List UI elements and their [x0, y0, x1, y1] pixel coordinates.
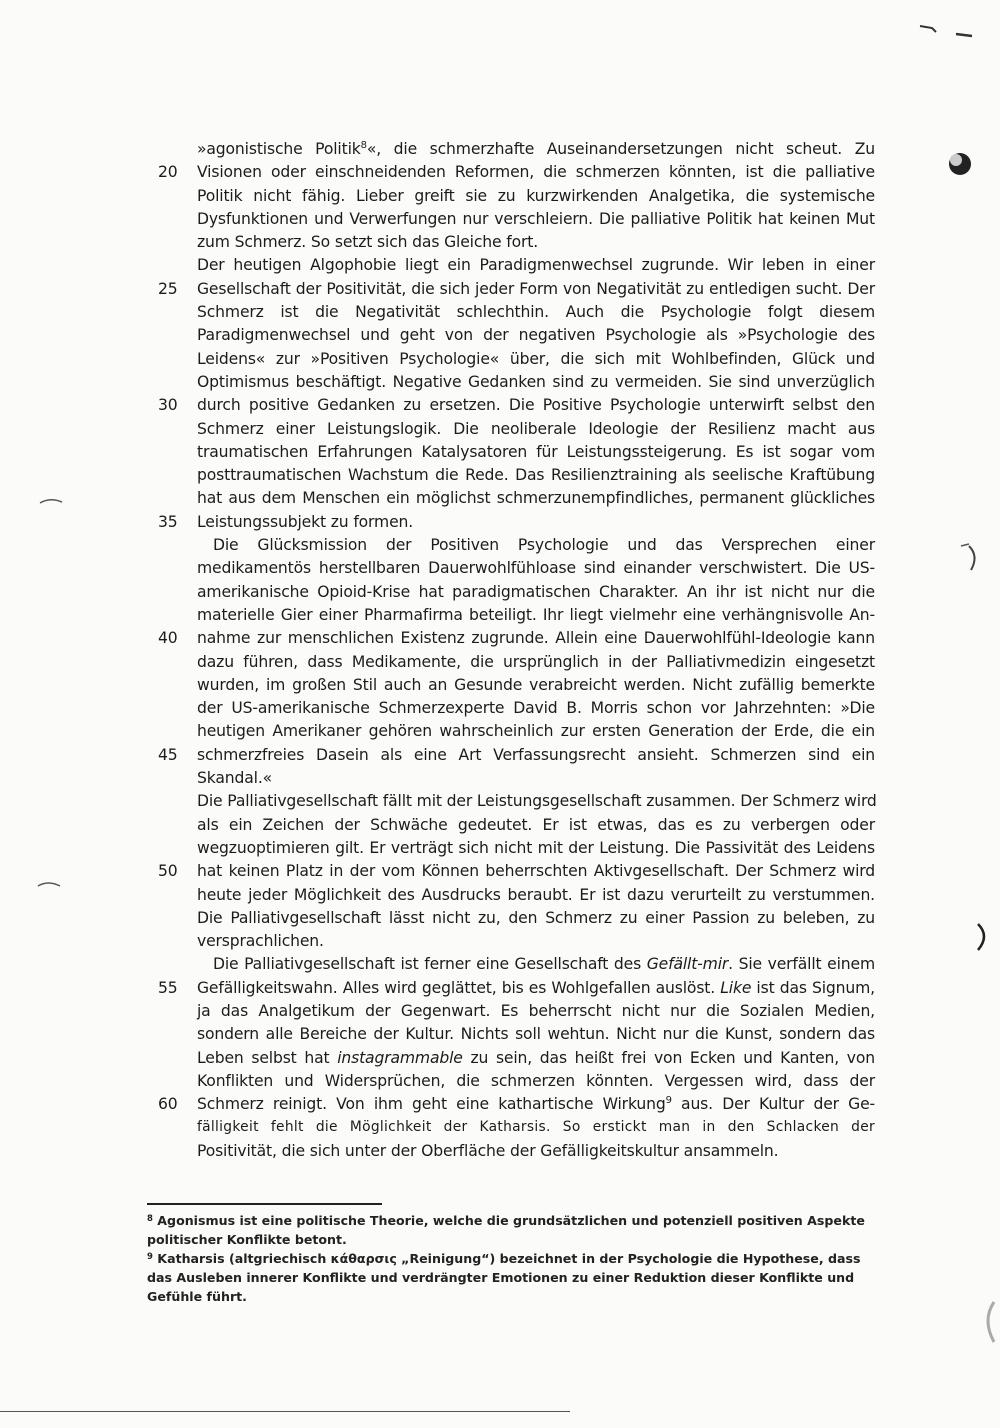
text-line [158, 977, 875, 1000]
text-line [158, 1093, 876, 1116]
text-line [197, 138, 875, 161]
line-text: «, die schmerzhafte Auseinandersetzungen nicht scheut. Zu [366, 140, 875, 158]
text-line [197, 697, 875, 720]
line-text: wegzuoptimieren gilt. Er verträgt sich nicht mit der Leistung. Die Passivität des Leidens [197, 838, 875, 857]
line-text: Schmerz einer Leistungslogik. Die neoliberale Ideologie der Resilienz macht aus [197, 419, 875, 438]
line-text: zum Schmerz. So setzt sich das Gleiche fort. [197, 233, 539, 252]
scan-edge-line [0, 1411, 570, 1412]
text-line [197, 418, 875, 441]
text-line [158, 860, 875, 883]
text-line [197, 254, 875, 277]
line-text: zu sein, das heißt frei von Ecken und Kanten, von [462, 1048, 875, 1067]
text-line [197, 487, 875, 510]
footnote-9: $^9$ Katharsis (altgriechisch κάθαρσις „Reinigung“) bezeichnet in der Psychologie die Hypothese, dass das Ausleben innerer Konflikte und verdrängter Emotionen zu einer Reduktion dieser Konflikte und Gefühle führt. [147, 1251, 861, 1304]
line-number: 20 [158, 163, 178, 182]
emphasis-text: Gefällt-mir [646, 955, 729, 974]
line-number: 40 [158, 629, 178, 648]
text-line [197, 837, 875, 860]
line-text: materielle Gier einer Pharmafirma beteiligt. Ihr liegt vielmehr eine verhängnisvolle An- [197, 605, 875, 624]
line-text: versprachlichen. [197, 932, 324, 951]
text-line [158, 278, 875, 301]
line-text: Die Palliativgesellschaft lässt nicht zu, den Schmerz zu einer Passion zu beleben, zu [197, 908, 875, 927]
line-text: wurden, im großen Stil auch an Gesunde verabreicht werden. Nicht zufällig bemerkte [197, 675, 875, 694]
text-line [197, 464, 875, 487]
margin-mark-4 [970, 920, 994, 954]
line-text: ja das Analgetikum der Gegenwart. Es beherrscht nicht nur die Sozialen Medien, [197, 1001, 875, 1020]
margin-mark-5 [978, 1298, 1000, 1348]
scan-mark-top [918, 18, 978, 48]
text-line [197, 1047, 875, 1070]
line-text: Skandal.« [197, 769, 273, 788]
line-text: Dysfunktionen und Verwerfungen nur verschleiern. Die palliative Politik hat keinen Mut [197, 209, 875, 228]
line-text: nahme zur menschlichen Existenz zugrunde. Allein eine Dauerwohlfühl-Ideologie kann [197, 629, 875, 648]
text-line [197, 1116, 875, 1139]
text-line [197, 907, 875, 930]
line-number: 35 [158, 512, 178, 531]
line-text: heutigen Amerikaner gehören wahrscheinlich zur ersten Generation der Erde, die ein [197, 722, 875, 741]
text-line [197, 208, 875, 231]
line-number: 45 [158, 745, 178, 764]
line-text: sondern alle Bereiche der Kultur. Nichts soll wehtun. Nicht nur die Kunst, sondern das [197, 1025, 875, 1044]
line-text: aus. Der Kultur der Ge- [671, 1095, 876, 1114]
main-text [158, 138, 877, 1163]
emphasis-text: Like [720, 978, 752, 997]
line-text: traumatischen Erfahrungen Katalysatoren für Leistungssteigerung. Es ist sogar vom [197, 442, 875, 461]
emphasis-text: instagrammable [337, 1048, 463, 1067]
hole-punch-mark [945, 148, 975, 182]
line-text: ist das Signum, [751, 978, 875, 997]
text-line [197, 1000, 875, 1023]
text-line [197, 814, 875, 837]
text-line [197, 884, 875, 907]
text-line [197, 557, 875, 580]
text-line [158, 744, 875, 767]
text-line [197, 953, 875, 976]
margin-mark-3 [36, 878, 66, 892]
text-line [197, 324, 875, 347]
footnote-reference: 8 [360, 140, 367, 151]
line-text: Politik nicht fähig. Lieber greift sie zu kurzwirkenden Analgetika, die systemische [197, 186, 875, 205]
text-line [197, 348, 875, 371]
line-number: 60 [158, 1095, 178, 1114]
line-text: Schmerz ist die Negativität schlechthin. Auch die Psychologie folgt diesem [197, 303, 875, 322]
text-line [197, 231, 875, 254]
text-line [197, 674, 875, 697]
text-line [197, 1023, 875, 1046]
line-text: amerikanische Opioid-Krise hat paradigmatischen Charakter. An ihr ist nicht nur die [197, 582, 875, 601]
line-text: Visionen oder einschneidenden Reformen, die schmerzen könnten, ist die palliative [197, 163, 875, 182]
line-text: Gefälligkeitswahn. Alles wird geglättet, bis es Wohlgefallen auslöst. [197, 978, 721, 997]
text-line [158, 161, 875, 184]
line-text: Paradigmenwechsel und geht von der negativen Psychologie als »Psychologie des [197, 326, 875, 345]
footnote-8: $^8$ Agonismus ist eine politische Theorie, welche die grundsätzlichen und potenziell positiven Aspekte politischer Konflikte betont. [147, 1213, 865, 1247]
line-number: 30 [158, 396, 178, 415]
line-number: 55 [158, 978, 178, 997]
line-text: heute jeder Möglichkeit des Ausdrucks beraubt. Er ist dazu verurteilt zu verstummen. [197, 885, 875, 904]
text-line [197, 301, 875, 324]
line-text: Leistungssubjekt zu formen. [197, 512, 414, 531]
line-text: Die Glücksmission der Positiven Psychologie und das Versprechen einer [213, 536, 875, 555]
line-number: 25 [158, 279, 178, 298]
line-text: »agonistische Politik [197, 140, 361, 158]
line-text: hat keinen Platz in der vom Können beherrschten Aktivgesellschaft. Der Schmerz wird [197, 862, 875, 881]
line-text: durch positive Gedanken zu ersetzen. Die Positive Psychologie unterwirft selbst den [197, 396, 875, 415]
text-line [197, 1070, 875, 1093]
text-line [197, 1140, 875, 1163]
margin-mark-1 [38, 495, 68, 509]
text-line [197, 185, 875, 208]
line-text: fälligkeit fehlt die Möglichkeit der Katharsis. So erstickt man in den Schlacken der [197, 1119, 875, 1136]
footnote-separator [147, 1203, 382, 1205]
line-text: posttraumatischen Wachstum die Rede. Das Resilienztraining als seelische Kraftübung [197, 466, 875, 485]
text-line [197, 441, 875, 464]
footnote-reference: 9 [665, 1095, 672, 1107]
line-text: schmerzfreies Dasein als eine Art Verfassungsrecht ansieht. Schmerzen sind ein [197, 745, 875, 764]
line-text: hat aus dem Menschen ein möglichst schmerzunempfindliches, permanent glückliches [197, 489, 875, 508]
text-line [158, 511, 875, 534]
text-line [158, 394, 875, 417]
text-line [197, 534, 875, 557]
footnotes [147, 1211, 887, 1306]
text-line [197, 930, 875, 953]
line-text: Schmerz reinigt. Von ihm geht eine kathartische Wirkung [197, 1095, 666, 1114]
text-line [158, 627, 875, 650]
line-text: als ein Zeichen der Schwäche gedeutet. Er ist etwas, das es zu verbergen oder [197, 815, 875, 834]
line-text: Gesellschaft der Positivität, die sich jeder Form von Negativität zu entledigen sucht. Der [197, 279, 875, 298]
line-text: Der heutigen Algophobie liegt ein Paradigmenwechsel zugrunde. Wir leben in einer [197, 256, 875, 275]
text-line [197, 720, 875, 743]
line-text: medikamentös herstellbaren Dauerwohlfühloase sind einander verschwistert. Die US- [197, 559, 875, 578]
text-line [197, 767, 875, 790]
line-text: Die Palliativgesellschaft ist ferner eine Gesellschaft des [213, 955, 647, 974]
line-text: . Sie verfällt einem [728, 955, 875, 974]
line-text: der US-amerikanische Schmerzexperte David B. Morris schon vor Jahrzehnten: »Die [197, 699, 875, 718]
line-text: Positivität, die sich unter der Oberfläche der Gefälligkeitskultur ansammeln. [197, 1141, 779, 1160]
margin-mark-2 [955, 540, 985, 574]
line-number: 50 [158, 862, 178, 881]
text-line [197, 581, 875, 604]
text-line [197, 651, 875, 674]
line-text: Die Palliativgesellschaft fällt mit der Leistungsgesellschaft zusammen. Der Schmerz wird [197, 792, 877, 811]
line-text: Konflikten und Widersprüchen, die schmerzen könnten. Vergessen wird, dass der [197, 1071, 875, 1090]
line-text: dazu führen, dass Medikamente, die ursprünglich in der Palliativmedizin eingesetzt [197, 652, 875, 671]
line-text: Leidens« zur »Positiven Psychologie« über, die sich mit Wohlbefinden, Glück und [197, 349, 875, 368]
line-text: Optimismus beschäftigt. Negative Gedanken sind zu vermeiden. Sie sind unverzüglich [197, 372, 875, 391]
line-text: Leben selbst hat [197, 1048, 338, 1067]
text-line [197, 604, 875, 627]
text-line [197, 371, 875, 394]
text-line [197, 790, 875, 813]
